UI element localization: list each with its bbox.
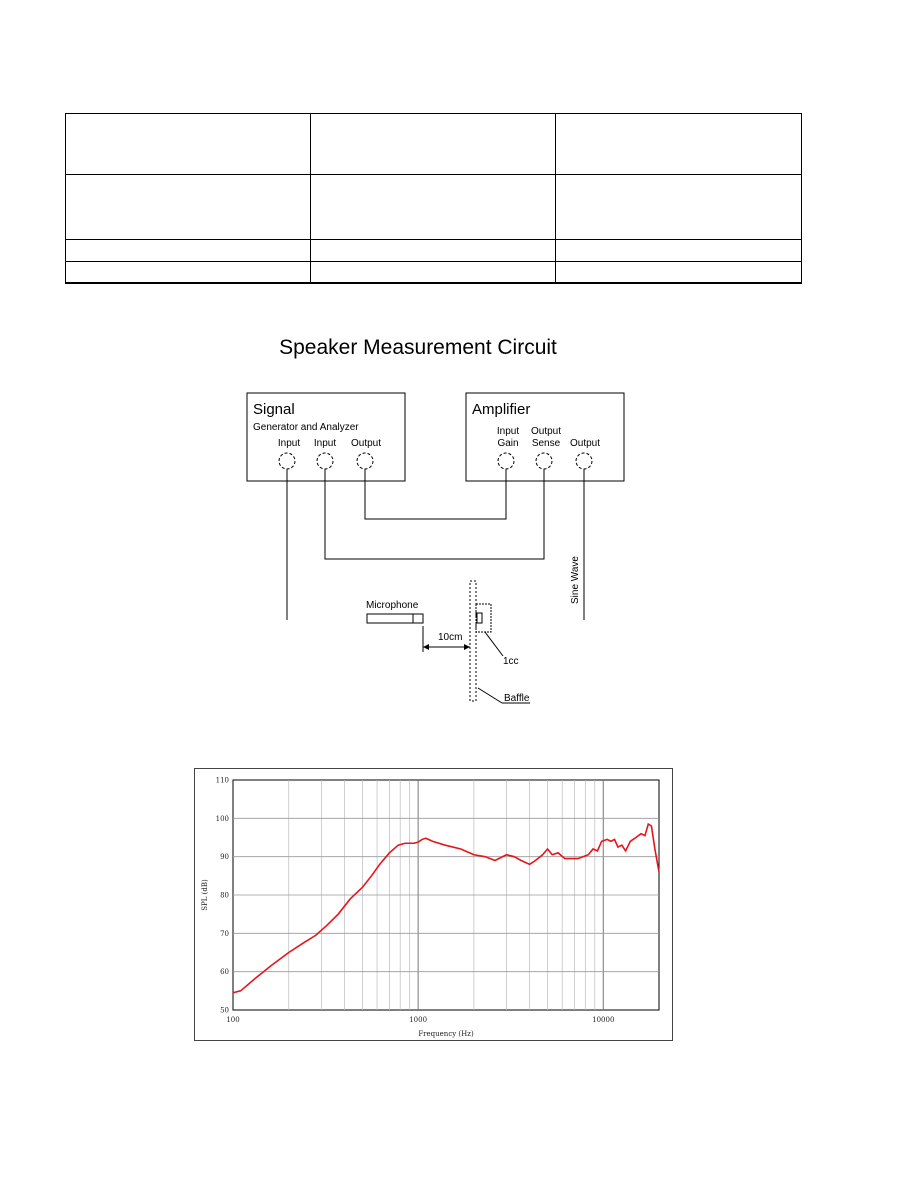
signal-port-label: Input: [277, 438, 301, 449]
wire: [365, 469, 506, 519]
table-cell: [556, 240, 802, 262]
table-cell: [311, 175, 556, 240]
table-cell: [556, 262, 802, 283]
amplifier-port-label: Gain: [497, 438, 519, 449]
table-cell: [556, 114, 802, 175]
y-tick-label: 80: [220, 891, 229, 900]
connector-jack-icon: [317, 453, 333, 469]
signal-port-label: Input: [313, 438, 337, 449]
microphone-icon: [367, 614, 423, 623]
table-cell: [556, 175, 802, 240]
amplifier-port-label: Input: [496, 426, 520, 437]
frequency-response-chart: [194, 768, 673, 1041]
table-row: [66, 240, 802, 262]
signal-port-label: Output: [350, 438, 382, 449]
circuit-diagram: [0, 380, 918, 720]
table-row: [66, 175, 802, 240]
x-tick-label: 100: [226, 1016, 240, 1024]
y-tick-label: 100: [215, 814, 229, 823]
signal-box-title: Signal: [253, 401, 295, 418]
table-cell: [311, 240, 556, 262]
microphone-label: Microphone: [366, 600, 419, 611]
table-row: [66, 114, 802, 175]
y-tick-label: 70: [220, 929, 229, 938]
connector-jack-icon: [498, 453, 514, 469]
x-axis-label: Frequency (Hz): [418, 1030, 474, 1038]
y-tick-label: 90: [220, 853, 229, 862]
baffle-icon: [470, 581, 476, 701]
x-tick-label: 1000: [409, 1016, 428, 1024]
y-axis-label: SPL (dB): [201, 879, 209, 911]
table-row: [66, 262, 802, 283]
x-tick-label: 10000: [592, 1016, 615, 1024]
y-tick-label: 110: [215, 776, 229, 785]
wire: [325, 469, 544, 559]
circuit-title: Speaker Measurement Circuit: [279, 336, 557, 359]
connector-jack-icon: [279, 453, 295, 469]
y-tick-label: 60: [220, 968, 229, 977]
amplifier-port-label: Output: [569, 438, 601, 449]
speaker-label: 1cc: [503, 656, 519, 667]
table-cell: [311, 262, 556, 283]
table-cell: [311, 114, 556, 175]
connector-jack-icon: [536, 453, 552, 469]
sine-wave-label: Sine Wave: [570, 556, 581, 604]
chart-canvas: [195, 769, 674, 1042]
table-cell: [66, 240, 311, 262]
distance-label: 10cm: [438, 632, 463, 643]
connector-jack-icon: [357, 453, 373, 469]
amplifier-port-label: Sense: [531, 438, 561, 449]
amplifier-port-label: Output: [530, 426, 562, 437]
table-cell: [66, 175, 311, 240]
speaker-icon: [476, 604, 491, 632]
table-cell: [66, 262, 311, 283]
y-tick-label: 50: [220, 1006, 229, 1015]
baffle-label: Baffle: [504, 693, 530, 704]
signal-box-subtitle: Generator and Analyzer: [253, 422, 359, 433]
connector-jack-icon: [576, 453, 592, 469]
amplifier-box-title: Amplifier: [472, 401, 531, 418]
table-cell: [66, 114, 311, 175]
specification-table: [65, 113, 802, 284]
